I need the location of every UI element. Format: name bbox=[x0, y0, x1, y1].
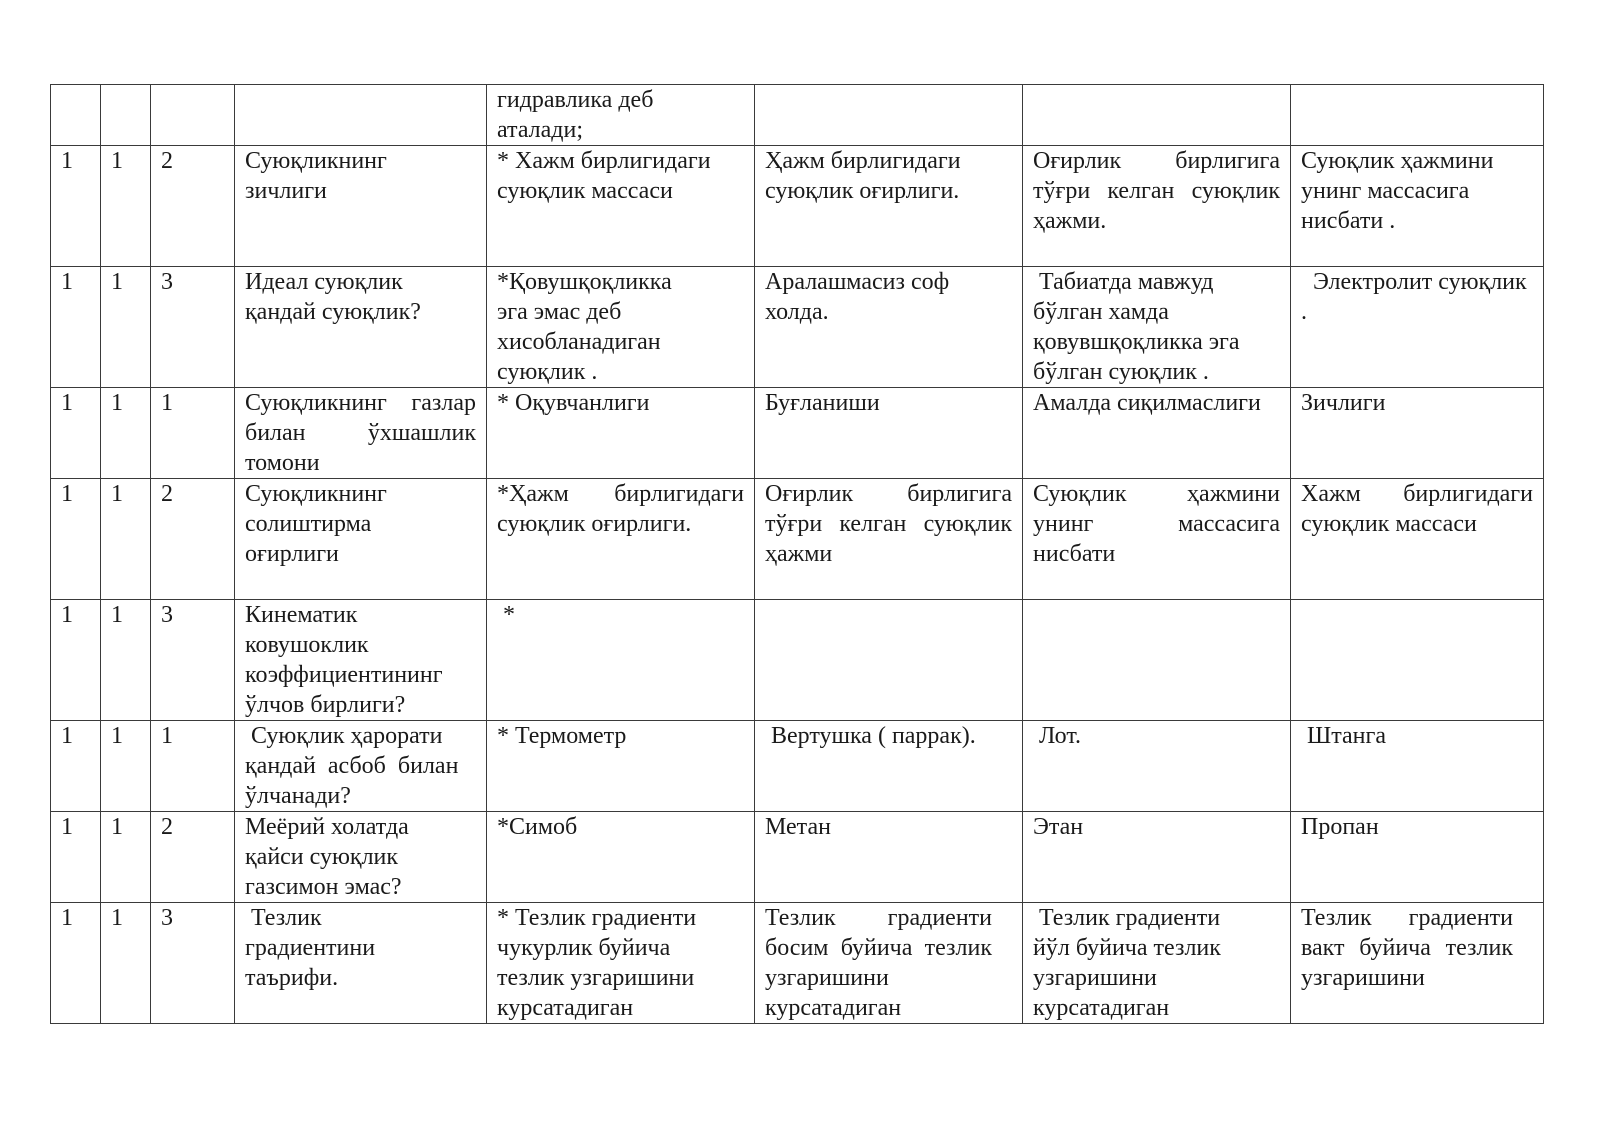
cell-answer-4: Тезлик градиенти вакт буйича тезлик узгаришини bbox=[1291, 903, 1544, 1024]
cell-answer-3: Тезлик градиенти йўл буйича тезлик узгаришини курсатадиган bbox=[1023, 903, 1291, 1024]
table-row bbox=[51, 903, 1544, 1024]
cell-number-3: 2 bbox=[151, 479, 235, 600]
cell-number-1 bbox=[51, 85, 101, 146]
cell-question: Тезлик градиентини таърифи. bbox=[235, 903, 487, 1024]
cell-answer-4: Суюқлик ҳажмини унинг массасига нисбати . bbox=[1291, 146, 1544, 267]
cell-number-1: 1 bbox=[51, 267, 101, 388]
cell-number-3: 2 bbox=[151, 146, 235, 267]
cell-number-2: 1 bbox=[101, 267, 151, 388]
cell-answer-3 bbox=[1023, 85, 1291, 146]
cell-number-3: 3 bbox=[151, 267, 235, 388]
cell-question: Кинематик ковушоклик коэффициентининг ўлчов бирлиги? bbox=[235, 600, 487, 721]
cell-number-1: 1 bbox=[51, 721, 101, 812]
cell-number-2: 1 bbox=[101, 388, 151, 479]
cell-answer-1: * Хажм бирлигидаги суюқлик массаси bbox=[487, 146, 755, 267]
cell-answer-4 bbox=[1291, 600, 1544, 721]
cell-answer-4: Зичлиги bbox=[1291, 388, 1544, 479]
cell-number-2: 1 bbox=[101, 479, 151, 600]
cell-number-1: 1 bbox=[51, 600, 101, 721]
cell-answer-1: гидравлика деб аталади; bbox=[487, 85, 755, 146]
cell-answer-4: Хажм бирлигидаги суюқлик массаси bbox=[1291, 479, 1544, 600]
cell-answer-4 bbox=[1291, 85, 1544, 146]
cell-answer-1: * bbox=[487, 600, 755, 721]
cell-number-1: 1 bbox=[51, 388, 101, 479]
cell-number-3: 1 bbox=[151, 388, 235, 479]
cell-number-2: 1 bbox=[101, 903, 151, 1024]
table-row bbox=[51, 600, 1544, 721]
cell-answer-1: * Термометр bbox=[487, 721, 755, 812]
cell-question: Идеал суюқлик қандай суюқлик? bbox=[235, 267, 487, 388]
cell-answer-3: Оғирлик бирлигига тўғри келган суюқлик ҳажми. bbox=[1023, 146, 1291, 267]
cell-answer-3: Лот. bbox=[1023, 721, 1291, 812]
cell-answer-3: Амалда сиқилмаслиги bbox=[1023, 388, 1291, 479]
cell-answer-2 bbox=[755, 85, 1023, 146]
cell-number-3: 3 bbox=[151, 903, 235, 1024]
cell-answer-2: Метан bbox=[755, 812, 1023, 903]
cell-number-2: 1 bbox=[101, 600, 151, 721]
cell-answer-1: * Оқувчанлиги bbox=[487, 388, 755, 479]
table-row bbox=[51, 388, 1544, 479]
quiz-table bbox=[50, 84, 1544, 1024]
table-row bbox=[51, 146, 1544, 267]
cell-answer-2: Тезлик градиенти босим буйича тезлик узгаришини курсатадиган bbox=[755, 903, 1023, 1024]
cell-number-1: 1 bbox=[51, 812, 101, 903]
cell-number-2: 1 bbox=[101, 721, 151, 812]
table-row bbox=[51, 85, 1544, 146]
cell-question: Суюқликнинг солиштирма оғирлиги bbox=[235, 479, 487, 600]
document-page bbox=[50, 84, 1544, 1024]
cell-number-3: 2 bbox=[151, 812, 235, 903]
cell-answer-1: *Ҳажм бирлигидаги суюқлик оғирлиги. bbox=[487, 479, 755, 600]
cell-number-2: 1 bbox=[101, 812, 151, 903]
cell-question: Суюқликнинг газлар билан ўхшашлик томони bbox=[235, 388, 487, 479]
table-row bbox=[51, 267, 1544, 388]
cell-answer-3: Суюқлик ҳажмини унинг массасига нисбати bbox=[1023, 479, 1291, 600]
cell-question: Меёрий холатда қайси суюқлик газсимон эмас? bbox=[235, 812, 487, 903]
cell-question: Суюқлик ҳарорати қандай асбоб билан ўлчанади? bbox=[235, 721, 487, 812]
cell-answer-1: *Қовушқоқликка эга эмас деб хисобланадиган суюқлик . bbox=[487, 267, 755, 388]
cell-number-1: 1 bbox=[51, 146, 101, 267]
table-row bbox=[51, 812, 1544, 903]
cell-answer-3 bbox=[1023, 600, 1291, 721]
cell-question bbox=[235, 85, 487, 146]
cell-answer-1: * Тезлик градиенти чукурлик буйича тезлик узгаришини курсатадиган bbox=[487, 903, 755, 1024]
cell-number-3: 1 bbox=[151, 721, 235, 812]
cell-answer-2: Оғирлик бирлигига тўғри келган суюқлик ҳажми bbox=[755, 479, 1023, 600]
cell-answer-2: Аралашмасиз соф холда. bbox=[755, 267, 1023, 388]
cell-answer-3: Табиатда мавжуд бўлган хамда қовувшқоқликка эга бўлган суюқлик . bbox=[1023, 267, 1291, 388]
cell-number-3 bbox=[151, 85, 235, 146]
cell-number-1: 1 bbox=[51, 903, 101, 1024]
cell-answer-2: Ҳажм бирлигидаги суюқлик оғирлиги. bbox=[755, 146, 1023, 267]
cell-answer-2: Вертушка ( паррак). bbox=[755, 721, 1023, 812]
cell-number-3: 3 bbox=[151, 600, 235, 721]
table-row bbox=[51, 721, 1544, 812]
cell-answer-3: Этан bbox=[1023, 812, 1291, 903]
cell-answer-2: Буғланиши bbox=[755, 388, 1023, 479]
cell-answer-1: *Симоб bbox=[487, 812, 755, 903]
cell-answer-4: Электролит суюқлик . bbox=[1291, 267, 1544, 388]
cell-question: Суюқликнинг зичлиги bbox=[235, 146, 487, 267]
table-row bbox=[51, 479, 1544, 600]
cell-answer-4: Пропан bbox=[1291, 812, 1544, 903]
cell-answer-4: Штанга bbox=[1291, 721, 1544, 812]
cell-answer-2 bbox=[755, 600, 1023, 721]
cell-number-2 bbox=[101, 85, 151, 146]
cell-number-2: 1 bbox=[101, 146, 151, 267]
cell-number-1: 1 bbox=[51, 479, 101, 600]
